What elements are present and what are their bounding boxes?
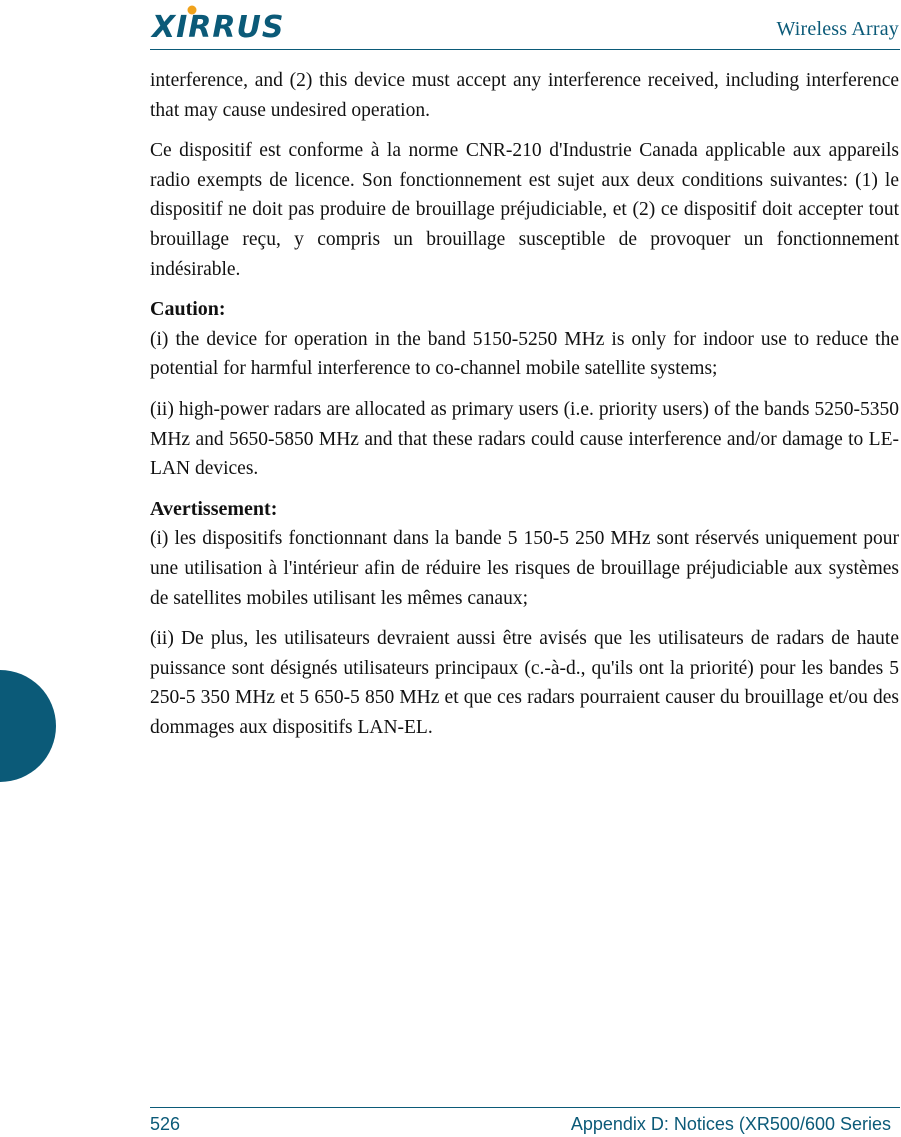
avertissement-item-ii: (ii) De plus, les utilisateurs devraient aussi être avisés que les utilisateurs de radars de haute puissance sont désignés utilisateurs principaux (c.-à-d., qu'ils ont la priorité) pour les bandes 5 250-5 350 MHz et 5 650-5 850 MHz et que ces radars pourraient causer du brouillage et/ou des dommages aux dispositifs LAN-EL. (150, 628, 899, 738)
page-number: 526 (150, 1114, 181, 1134)
paragraph-interference: interference, and (2) this device must accept any interference received, including interference that may cause undesired operation. (150, 70, 899, 121)
page-body (150, 66, 899, 753)
avertissement-heading: Avertissement: (150, 497, 278, 520)
footer-divider (150, 1107, 900, 1108)
header-title: Wireless Array (776, 18, 899, 40)
caution-item-ii: (ii) high-power radars are allocated as primary users (i.e. priority users) of the bands 5250-5350 MHz and 5650-5850 MHz and that these radars could cause interference and/or damage to LE-LAN devices. (150, 398, 899, 480)
footer-section-title: Appendix D: Notices (XR500/600 Series (570, 1114, 891, 1134)
caution-item-i: (i) the device for operation in the band 5150-5250 MHz is only for indoor use to reduce the potential for harmful interference to co-channel mobile satellite systems; (150, 328, 899, 380)
xirrus-logo (150, 4, 306, 40)
chapter-tab-marker (0, 670, 56, 782)
avertissement-item-i: (i) les dispositifs fonctionnant dans la bande 5 150-5 250 MHz sont réservés uniquement pour une utilisation à l'intérieur afin de réduire les risques de brouillage préjudiciable aux systèmes de satellites mobiles utilisant les mêmes canaux; (150, 528, 899, 609)
logo-text: XIRRUS (152, 10, 285, 40)
paragraph-french-compliance: Ce dispositif est conforme à la norme CNR-210 d'Industrie Canada applicable aux appareils radio exempts de licence. Son fonctionnement est sujet aux deux conditions suivantes: (1) le dispositif ne doit pas produire de brouillage préjudiciable, et (2) ce dispositif doit accepter tout brouillage reçu, y compris un brouillage susceptible de provoquer un fonctionnement indésirable. (150, 140, 899, 280)
caution-heading: Caution: (150, 298, 226, 321)
header-divider (150, 49, 900, 50)
